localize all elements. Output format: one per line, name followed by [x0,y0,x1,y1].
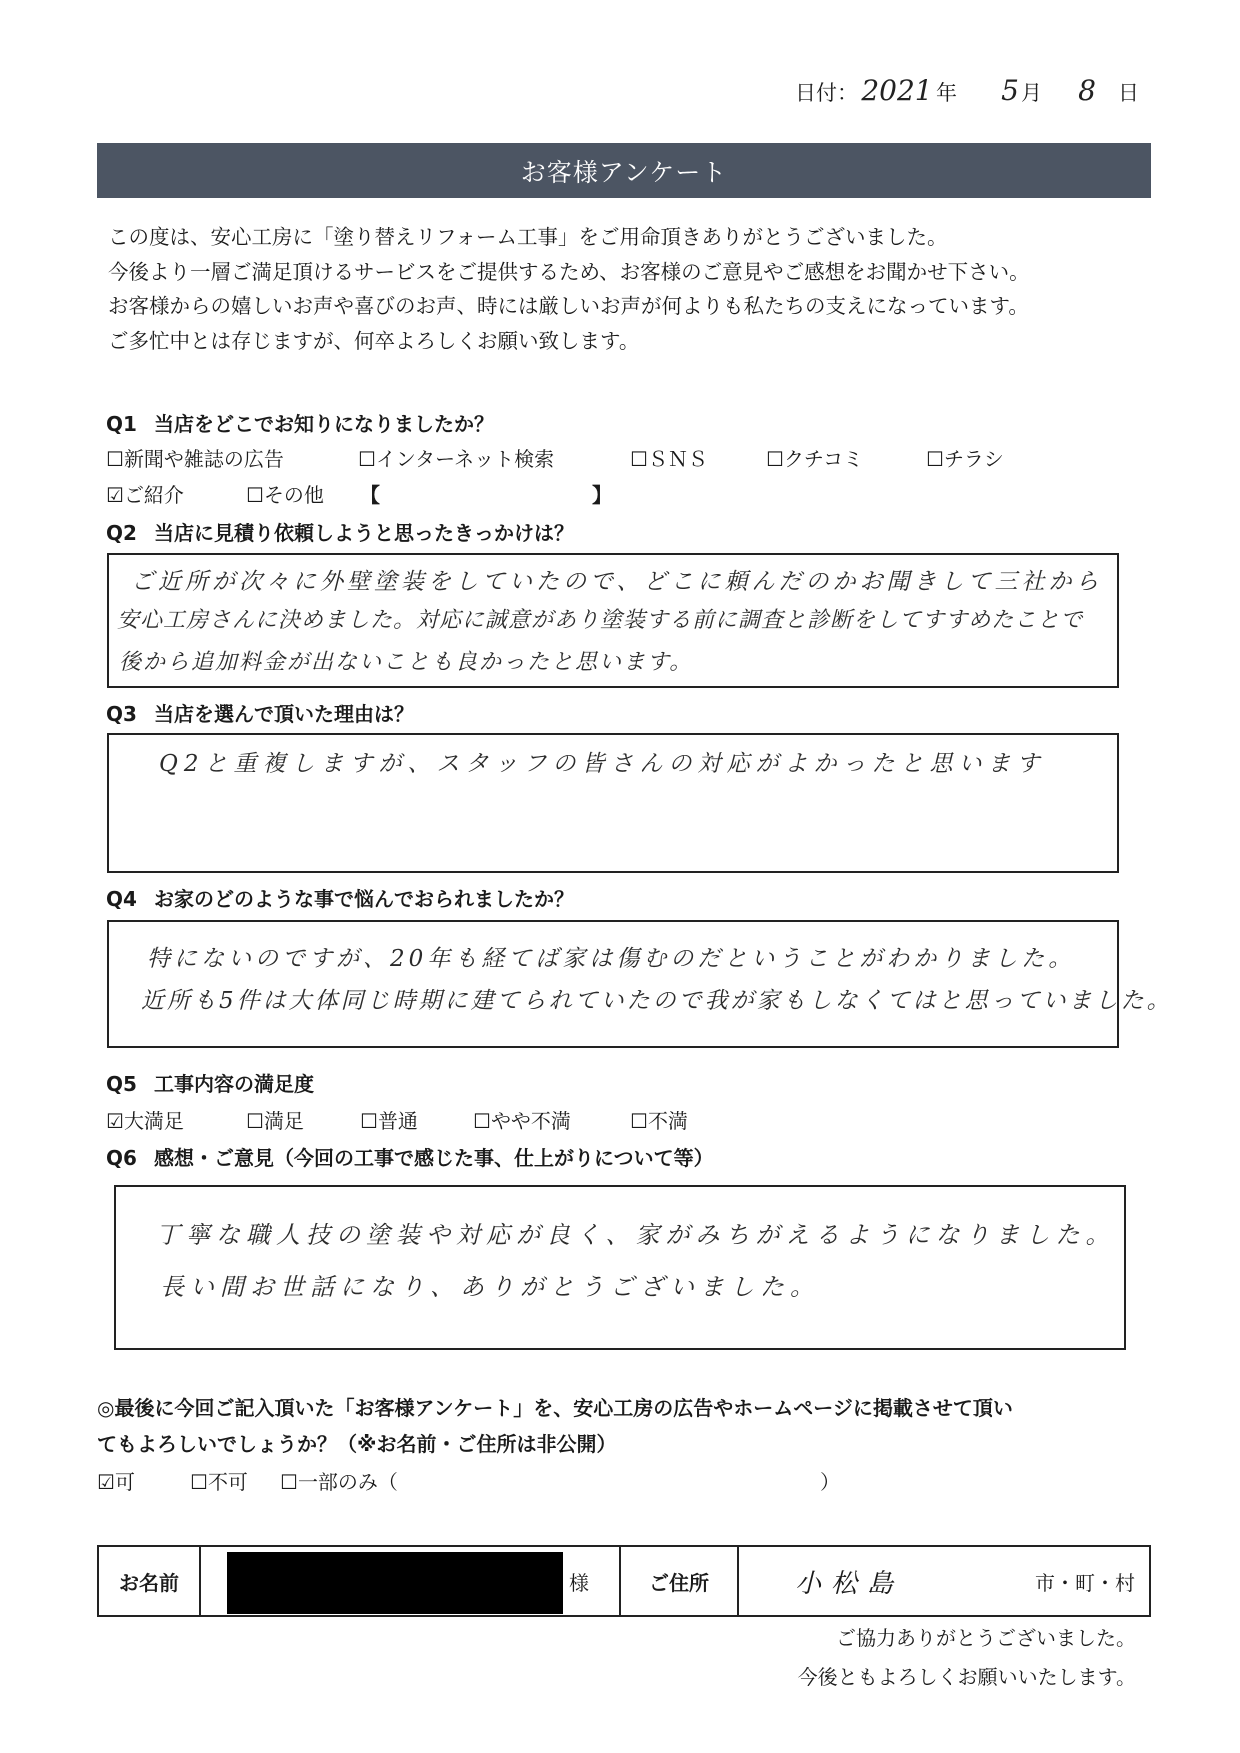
intro-line: お客様からの嬉しいお声や喜びのお声、時には厳しいお声が何よりも私たちの支えになっています。 [108,294,1029,318]
survey-title-bar [97,143,1151,198]
q1-other-bracket-close: 】 [592,483,612,507]
option-label: やや不満 [490,1109,571,1133]
q1-number: Q1 [106,412,137,436]
checkbox[interactable]: ☐ [473,1109,491,1133]
q1-option-newspaper[interactable] [106,443,284,472]
q6-heading [106,1142,714,1171]
publish-option-allow[interactable] [97,1466,135,1495]
date-year: 2021 [861,74,933,107]
checkbox[interactable]: ☑ [106,1109,124,1133]
option-label: 満足 [263,1109,304,1133]
q3-heading [106,698,414,727]
q3-text: 当店を選んで頂いた理由は？ [154,702,414,726]
q4-answer-line: 近所も5件は大体同じ時期に建てられていたので我が家もしなくてはと思っていました。 [141,988,1173,1014]
publish-partial-close-paren: ） [820,1470,840,1494]
q2-text: 当店に見積り依頼しようと思ったきっかけは？ [154,521,574,545]
name-label: お名前 [99,1547,201,1615]
checkbox[interactable]: ☐ [246,1109,264,1133]
q1-option-internet[interactable] [358,443,554,472]
q5-option-somewhat-dissatisfied[interactable] [473,1105,571,1134]
option-label: クチコミ [783,447,864,471]
option-label: 不満 [647,1109,688,1133]
q3-answer-line: Q2と重複しますが、スタッフの皆さんの対応がよかったと思います [159,751,1046,777]
thanks-line2: 今後ともよろしくお願いいたします。 [797,1665,1136,1689]
date-day: 8 [1078,74,1096,107]
name-suffix: 様 [569,1570,589,1595]
q1-option-other[interactable] [246,479,324,508]
option-label: 不可 [207,1470,248,1494]
checkbox[interactable]: ☐ [190,1470,208,1494]
q2-answer-line: 安心工房さんに決めました。対応に誠意があり塗装する前に調査と診断をしてすすめたことで [117,608,1084,633]
name-redaction [227,1552,563,1614]
checkbox[interactable]: ☐ [358,447,376,471]
checkbox[interactable]: ☑ [97,1470,115,1494]
date-month-unit: 月 [1021,81,1042,105]
address-field[interactable] [739,1547,1149,1615]
checkbox[interactable]: ☐ [766,447,784,471]
option-label: チラシ [943,447,1004,471]
checkbox[interactable]: ☐ [630,447,648,471]
q5-option-satisfied[interactable] [246,1105,304,1134]
intro-text [108,220,1030,358]
q4-heading [106,883,574,912]
checkbox[interactable]: ☐ [360,1109,378,1133]
q6-text: 感想・ご意見（今回の工事で感じた事、仕上がりについて等） [154,1146,714,1170]
date-year-unit: 年 [936,81,957,105]
publish-question-line2: てもよろしいでしょうか？（※お名前・ご住所は非公開） [97,1432,617,1456]
survey-title: お客様アンケート [520,157,728,187]
q5-option-dissatisfied[interactable] [630,1105,688,1134]
checkbox[interactable]: ☐ [630,1109,648,1133]
checkbox[interactable]: ☑ [106,483,124,507]
publish-option-partial[interactable] [280,1466,398,1495]
q2-heading [106,517,574,546]
name-field[interactable] [201,1547,621,1615]
name-address-table [97,1545,1151,1617]
q4-text: お家のどのような事で悩んでおられましたか？ [154,887,574,911]
checkbox[interactable]: ☐ [106,447,124,471]
q2-answer-line: 後から追加料金が出ないことも良かったと思います。 [119,650,694,675]
address-unit-options: 市・町・村 [1035,1570,1135,1595]
option-label: 可 [114,1470,135,1494]
q1-option-flyer[interactable] [926,443,1004,472]
intro-line: ご多忙中とは存じますが、何卒よろしくお願い致します。 [108,328,640,353]
q5-option-normal[interactable] [360,1105,418,1134]
address-city: 小松島 [795,1568,904,1599]
q4-answer-line: 特にないのですが、20年も経てば家は傷むのだということがわかりました。 [147,946,1076,972]
option-label: 一部のみ（ [297,1470,398,1494]
thanks-line1: ご協力ありがとうございました。 [836,1626,1136,1650]
option-label: ご紹介 [123,483,184,507]
q6-answer-box[interactable] [114,1185,1126,1350]
publish-question-line1: ◎最後に今回ご記入頂いた「お客様アンケート」を、安心工房の広告やホームページに掲載させて頂い [97,1396,1013,1420]
q1-option-sns[interactable] [630,443,708,472]
q5-number: Q5 [106,1072,137,1096]
q2-answer-line: ご近所が次々に外壁塗装をしていたので、どこに頼んだのかお聞きして三社から [131,569,1103,595]
option-label: その他 [263,483,324,507]
option-label: 大満足 [123,1109,184,1133]
option-label: 普通 [377,1109,418,1133]
checkbox[interactable]: ☐ [280,1470,298,1494]
date-label: 日付： [795,81,858,105]
q3-number: Q3 [106,702,137,726]
q1-heading [106,408,494,437]
q2-answer-box[interactable] [107,553,1119,688]
checkbox[interactable]: ☐ [926,447,944,471]
q5-option-very-satisfied[interactable] [106,1105,184,1134]
option-label: 新聞や雑誌の広告 [123,447,284,471]
q1-option-referral[interactable] [106,479,184,508]
publish-option-deny[interactable] [190,1466,248,1495]
q1-text: 当店をどこでお知りになりましたか？ [154,412,494,436]
q4-answer-box[interactable] [107,920,1173,1048]
date-line [795,74,1139,107]
q1-option-kuchikomi[interactable] [766,443,863,472]
checkbox[interactable]: ☐ [246,483,264,507]
q6-answer-line: 長い間お世話になり、ありがとうございました。 [160,1273,820,1301]
intro-line: この度は、安心工房に「塗り替えリフォーム工事」をご用命頂きありがとうございました。 [108,225,948,249]
intro-line: 今後より一層ご満足頂けるサービスをご提供するため、お客様のご意見やご感想をお聞かせ下さい。 [108,259,1030,284]
q5-heading [106,1068,314,1097]
q1-other-bracket-open: 【 [360,483,380,507]
q6-answer-line: 丁寧な職人技の塗装や対応が良く、家がみちがえるようになりました。 [156,1221,1116,1249]
date-month: 5 [1001,74,1019,107]
q5-text: 工事内容の満足度 [154,1072,314,1096]
option-label: ＳＮＳ [647,447,708,471]
q4-number: Q4 [106,887,137,911]
address-label: ご住所 [621,1547,739,1615]
q2-number: Q2 [106,521,137,545]
q6-number: Q6 [106,1146,137,1170]
option-label: インターネット検索 [375,447,555,471]
date-day-unit: 日 [1118,81,1139,105]
q3-answer-box[interactable] [107,733,1119,873]
